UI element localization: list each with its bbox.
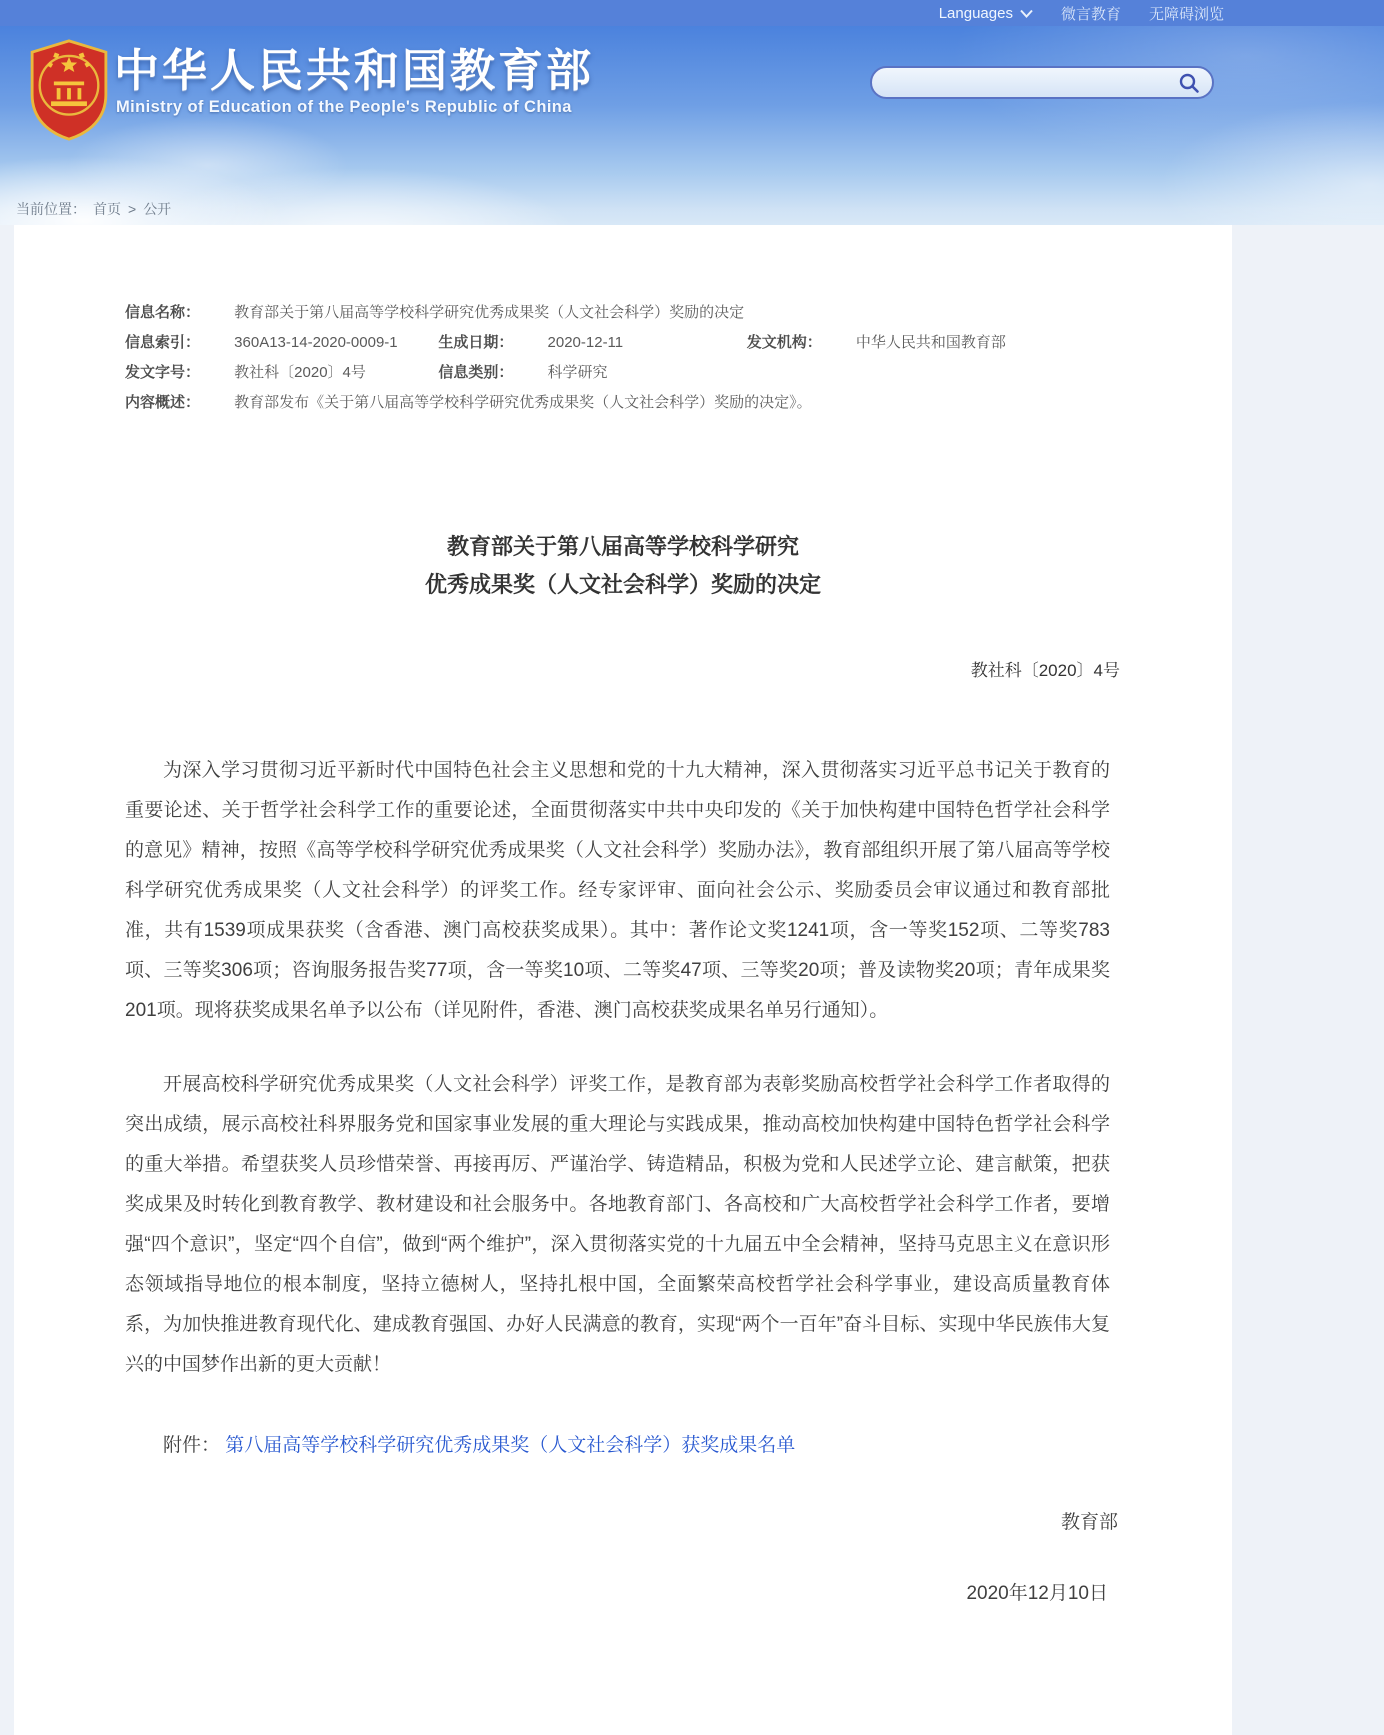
document-title-line1: 教育部关于第八届高等学校科学研究 (446, 534, 799, 559)
meta-agency-value: 中华人民共和国教育部 (855, 334, 1006, 351)
meta-index-label: 信息索引： (125, 334, 201, 351)
national-emblem (26, 38, 112, 142)
meta-date-label: 生成日期： (438, 334, 514, 351)
languages-label: Languages (938, 4, 1013, 22)
breadcrumb-prefix: 当前位置： (16, 201, 86, 217)
breadcrumb (16, 199, 171, 219)
document-number: 教社科〔2020〕4号 (970, 661, 1120, 680)
meta-category-label: 信息类别： (438, 364, 514, 381)
breadcrumb-home[interactable]: 首页 (93, 201, 121, 217)
document-body (125, 751, 1110, 1385)
document-date: 2020年12月10日 (966, 1583, 1108, 1604)
meta-index-value: 360A13-14-2020-0009-1 (234, 334, 398, 351)
chevron-down-icon (1020, 9, 1033, 18)
weiyan-jiaoyu-link[interactable]: 微言教育 (1060, 5, 1121, 23)
meta-row-summary (125, 388, 1232, 418)
meta-date-value: 2020-12-11 (547, 334, 624, 351)
attachment-line (125, 1431, 1110, 1461)
attachment-label: 附件： (163, 1435, 221, 1456)
search-button[interactable] (1176, 70, 1202, 96)
header-banner (0, 26, 1384, 225)
accessibility-link[interactable]: 无障碍浏览 (1148, 5, 1224, 23)
site-subtitle: Ministry of Education of the People's Republic of China (116, 98, 572, 116)
breadcrumb-separator: > (128, 201, 137, 217)
meta-agency-label: 发文机构： (746, 334, 822, 351)
document-meta (14, 225, 1232, 418)
languages-dropdown[interactable] (939, 5, 1033, 22)
attachment-link[interactable]: 第八届高等学校科学研究优秀成果奖（人文社会科学）获奖成果名单 (225, 1435, 796, 1456)
meta-category-value: 科学研究 (547, 364, 608, 381)
meta-docnum-value: 教社科〔2020〕4号 (234, 364, 366, 381)
document-signer: 教育部 (1060, 1512, 1118, 1533)
document-title (14, 528, 1232, 604)
meta-row-docnum (125, 358, 1232, 388)
meta-name-label: 信息名称： (125, 304, 201, 321)
top-utility-bar (0, 0, 1384, 26)
paragraph-1: 为深入学习贯彻习近平新时代中国特色社会主义思想和党的十九大精神，深入贯彻落实习近平总书记关于教育的重要论述、关于哲学社会科学工作的重要论述，全面贯彻落实中共中央印发的《关于加快构建中国特色哲学社会科学的意见》精神，按照《高等学校科学研究优秀成果奖（人文社会科学）奖励办法》，教育部组织开展了第八届高等学校科学研究优秀成果奖（人文社会科学）的评奖工作。经专家评审、面向社会公示、奖励委员会审议通过和教育部批准，共有1539项成果获奖（含香港、澳门高校获奖成果）。其中：著作论文奖1241项，含一等奖152项、二等奖783项、三等奖306项；咨询服务报告奖77项，含一等奖10项、二等奖47项、三等奖20项；普及读物奖20项；青年成果奖201项。现将获奖成果名单予以公布（详见附件，香港、澳门高校获奖成果名单另行通知）。 (125, 760, 1110, 1021)
meta-name-value: 教育部关于第八届高等学校科学研究优秀成果奖（人文社会科学）奖励的决定 (234, 304, 745, 321)
content-panel (14, 225, 1232, 1735)
breadcrumb-section-gongkai[interactable]: 公开 (143, 201, 172, 217)
site-title: 中华人民共和国教育部 (114, 45, 595, 96)
meta-row-name (125, 298, 1232, 328)
search-icon (1178, 72, 1200, 94)
meta-docnum-label: 发文字号： (125, 364, 201, 381)
document-title-line2: 优秀成果奖（人文社会科学）奖励的决定 (424, 572, 821, 597)
meta-row-index (125, 328, 1232, 358)
meta-summary-value: 教育部发布《关于第八届高等学校科学研究优秀成果奖（人文社会科学）奖励的决定》。 (234, 394, 812, 411)
search-input[interactable] (888, 73, 1176, 92)
search-box (870, 66, 1214, 99)
meta-summary-label: 内容概述： (125, 394, 201, 411)
paragraph-2: 开展高校科学研究优秀成果奖（人文社会科学）评奖工作，是教育部为表彰奖励高校哲学社会科学工作者取得的突出成绩，展示高校社科界服务党和国家事业发展的重大理论与实践成果，推动高校加快构建中国特色哲学社会科学的重大举措。希望获奖人员珍惜荣誉、再接再厉、严谨治学、铸造精品，积极为党和人民述学立论、建言献策，把获奖成果及时转化到教育教学、教材建设和社会服务中。各地教育部门、各高校和广大高校哲学社会科学工作者，要增强“四个意识”，坚定“四个自信”，做到“两个维护”，深入贯彻落实党的十九届五中全会精神，坚持马克思主义在意识形态领域指导地位的根本制度，坚持立德树人，坚持扎根中国，全面繁荣高校哲学社会科学事业，建设高质量教育体系，为加快推进教育现代化、建成教育强国、办好人民满意的教育，实现“两个一百年”奋斗目标、实现中华民族伟大复兴的中国梦作出新的更大贡献！ (125, 1074, 1110, 1375)
